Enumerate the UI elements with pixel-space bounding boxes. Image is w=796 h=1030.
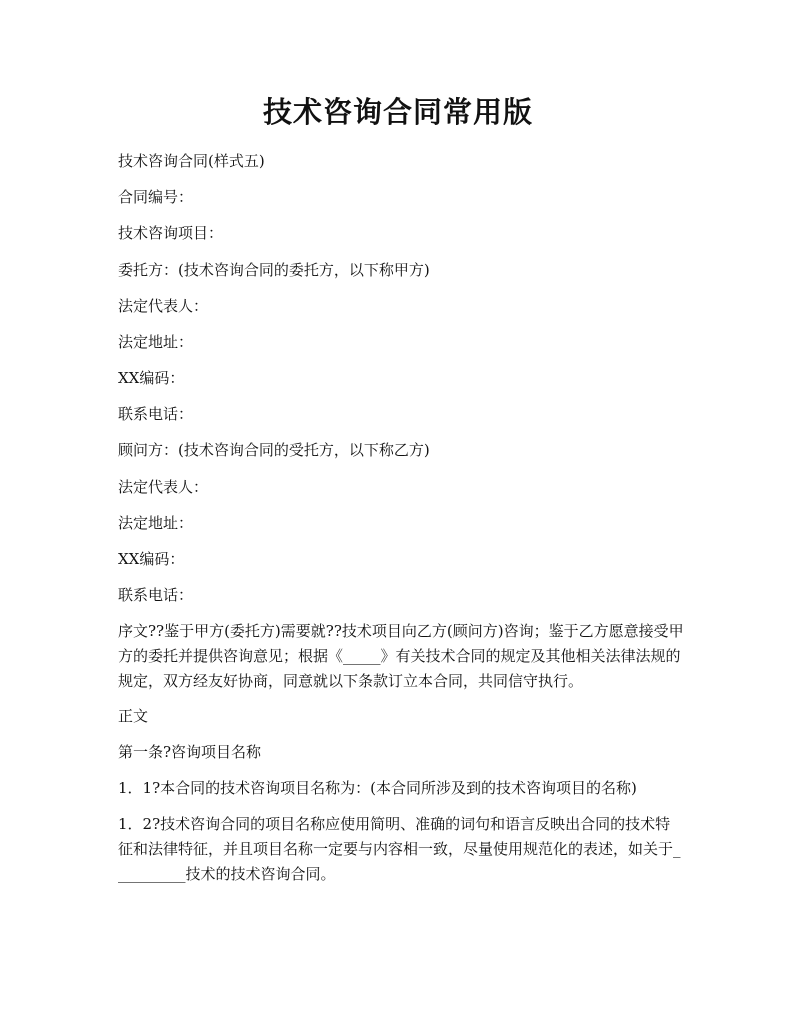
preface-paragraph [118, 619, 684, 694]
clause-1-2-text-before: 1．2?技术咨询合同的项目名称应使用简明、准确的词句和语言反映出合同的技术特征和法律特征，并且项目名称一定要与内容相一致，尽量使用规范化的表述，如关于 [118, 815, 674, 858]
preface-text-before: 序文??鉴于甲方(委托方)需要就??技术项目向乙方(顾问方)咨询；鉴于乙方愿意接受甲方的委托并提供咨询意见；根据《 [118, 622, 684, 665]
clause-1-1: 1．1?本合同的技术咨询项目名称为：(本合同所涉及到的技术咨询项目的名称) [118, 779, 637, 797]
contract-subtitle: 技术咨询合同(样式五) [118, 152, 265, 170]
body-heading: 正文 [118, 707, 149, 725]
consultant-address-line: 法定地址： [118, 514, 194, 532]
consultant-phone-line: 联系电话： [118, 586, 194, 604]
consultant-legal-rep-line: 法定代表人： [118, 478, 209, 496]
document-title: 技术咨询合同常用版 [262, 95, 533, 129]
contract-number-line: 合同编号： [118, 188, 194, 206]
preface-text-after: 》有关技术合同的规定及其他相关法律法规的规定，双方经友好协商，同意就以下条款订立本合同，共同信守执行。 [118, 647, 681, 690]
consulting-project-line: 技术咨询项目： [118, 224, 224, 242]
article-1-heading: 第一条?咨询项目名称 [118, 743, 262, 761]
preface-blank: _____ [343, 647, 381, 665]
clause-1-2-text-after: 技术的技术咨询合同。 [185, 865, 336, 883]
client-address-line: 法定地址： [118, 333, 194, 351]
consultant-party-line: 顾问方：(技术咨询合同的受托方，以下称乙方) [118, 441, 430, 459]
client-phone-line: 联系电话： [118, 405, 194, 423]
client-party-line: 委托方：(技术咨询合同的委托方，以下称甲方) [118, 261, 430, 279]
client-postcode-line: XX编码： [118, 369, 185, 387]
client-legal-rep-line: 法定代表人： [118, 297, 209, 315]
consultant-postcode-line: XX编码： [118, 550, 185, 568]
clause-1-2 [118, 812, 684, 887]
clause-1-2-blank: __________ [118, 840, 681, 883]
